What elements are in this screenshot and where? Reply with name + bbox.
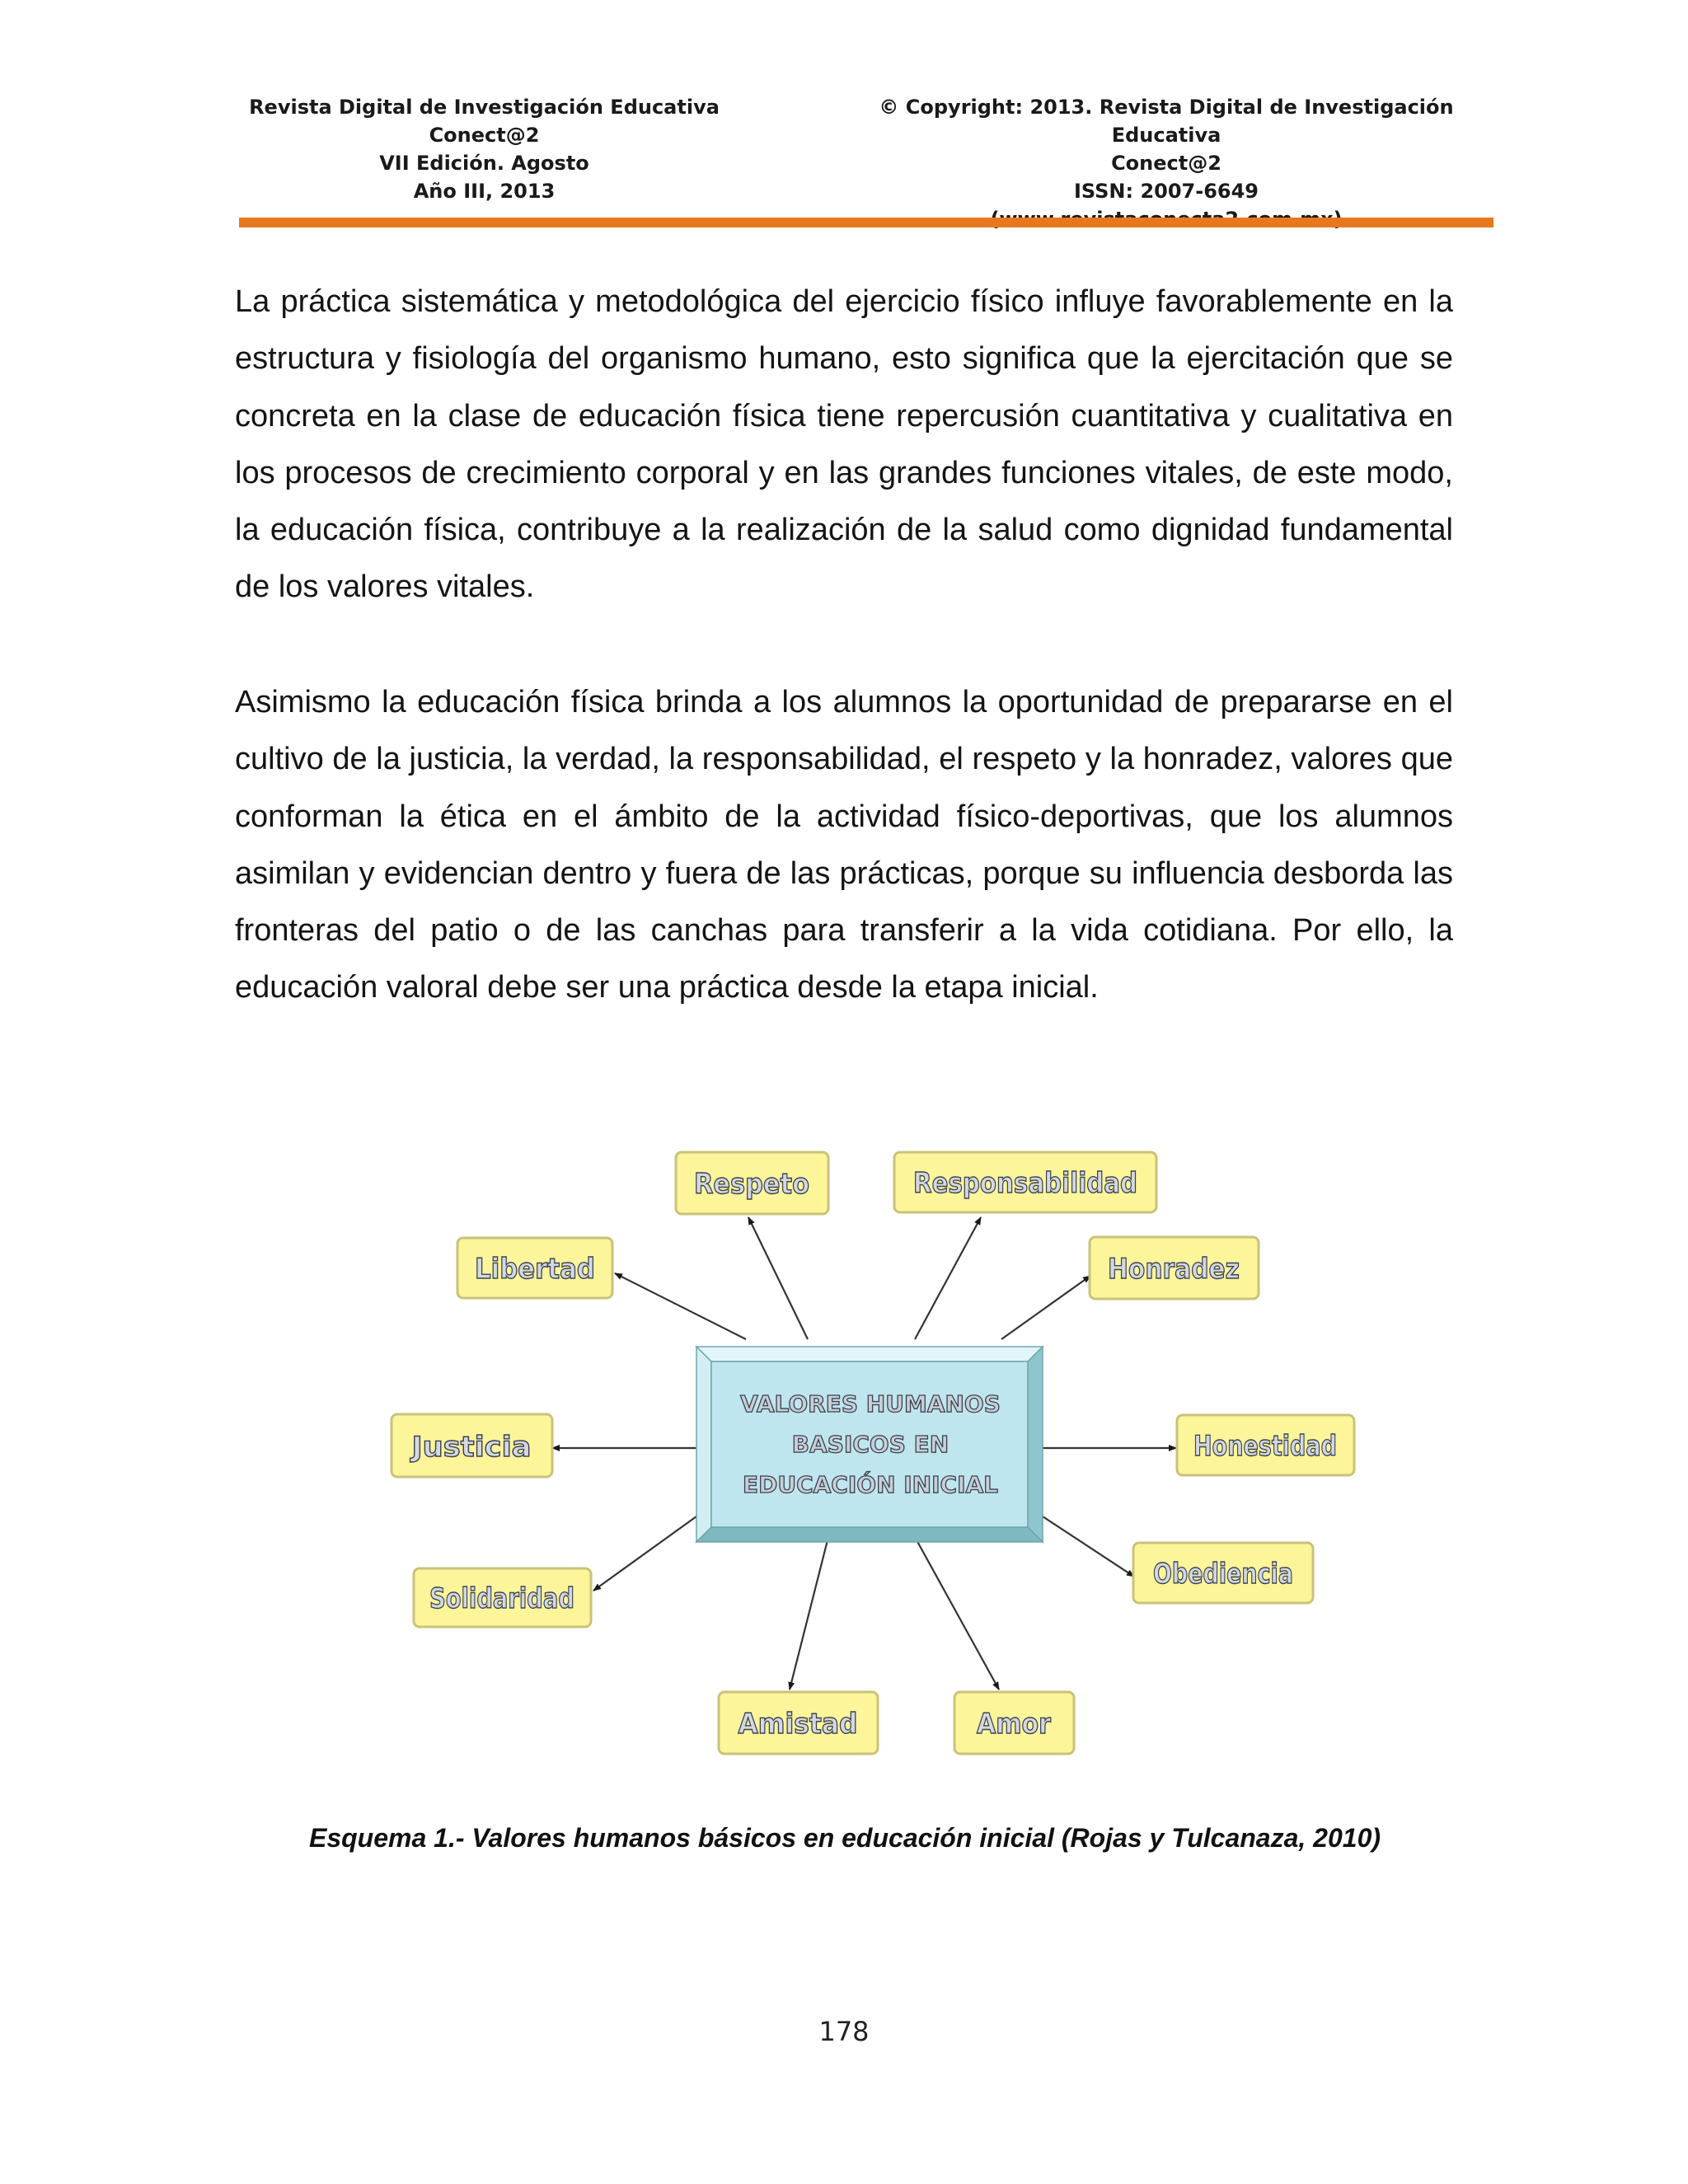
arrow-libertad — [615, 1273, 746, 1339]
center-concept-box — [696, 1347, 1043, 1542]
arrow-respeto — [748, 1217, 808, 1339]
body-paragraph-1: La práctica sistemática y metodológica del ejercicio físico influye favorablemente en la estructura y fisiología del organismo humano, esto significa que la ejercitación que se concreta en la clase de educación física tiene repercusión cuantitativa y cualitativa en los procesos de crecimiento corporal y en las grandes funciones vitales, de este modo, la educación física, contribuye a la realización de la salud como dignidad fundamental de los valores vitales. — [235, 284, 1453, 605]
header-right-line: ISSN: 2007-6649 — [1073, 180, 1259, 203]
header-left-line: VII Edición. Agosto — [379, 152, 589, 175]
value-label-justicia: Justicia — [410, 1431, 532, 1464]
arrow-responsabilidad — [915, 1217, 981, 1339]
journal-header-left — [247, 93, 721, 205]
header-right-line: Conect@2 — [1111, 152, 1221, 175]
arrow-honradez — [1001, 1276, 1090, 1339]
arrow-amor — [915, 1537, 999, 1690]
value-label-amor: Amor — [977, 1708, 1052, 1741]
center-line-3: EDUCACIÓN INICIAL — [742, 1471, 999, 1498]
value-label-libertad: Libertad — [475, 1253, 595, 1286]
header-left-line: Conect@2 — [429, 124, 540, 147]
value-label-honestidad: Honestidad — [1193, 1430, 1337, 1463]
header-left-line: Año III, 2013 — [413, 180, 556, 203]
header-rule — [239, 218, 1493, 227]
center-line-2: BASICOS EN — [791, 1431, 950, 1458]
value-label-honradez: Honradez — [1108, 1253, 1240, 1286]
value-label-obediencia: Obediencia — [1153, 1558, 1293, 1591]
center-line-1: VALORES HUMANOS — [740, 1390, 1001, 1418]
value-label-solidaridad: Solidaridad — [429, 1582, 574, 1615]
arrow-obediencia — [1043, 1516, 1134, 1577]
body-paragraph-2: Asimismo la educación física brinda a los alumnos la oportunidad de prepararse en el cultivo de la justicia, la verdad, la responsabilidad, el respeto y la honradez, valores que conforman la ética en el ámbito de la actividad físico-deportivas, que los alumnos asimilan y evidencian dentro y fuera de las prácticas, porque su influencia desborda las fronteras del patio o de las canchas para transferir a la vida cotidiana. Por ello, la educación valoral debe ser una práctica desde la etapa inicial. — [235, 685, 1453, 1005]
journal-header-right — [824, 93, 1508, 233]
figure-caption: Esquema 1.- Valores humanos básicos en educación inicial (Rojas y Tulcanaza, 2010) — [308, 1823, 1381, 1853]
header-right-line: © Copyright: 2013. Revista Digital de Investigación Educativa — [879, 96, 1454, 147]
value-label-respeto: Respeto — [694, 1168, 809, 1201]
values-diagram — [379, 1137, 1368, 1772]
page-number: 178 — [818, 2016, 870, 2047]
arrow-solidaridad — [593, 1516, 696, 1591]
arrow-amistad — [790, 1537, 828, 1690]
value-label-responsabilidad: Responsabilidad — [913, 1167, 1137, 1200]
header-left-line: Revista Digital de Investigación Educativa — [249, 96, 720, 119]
value-label-amistad: Amistad — [738, 1708, 858, 1741]
